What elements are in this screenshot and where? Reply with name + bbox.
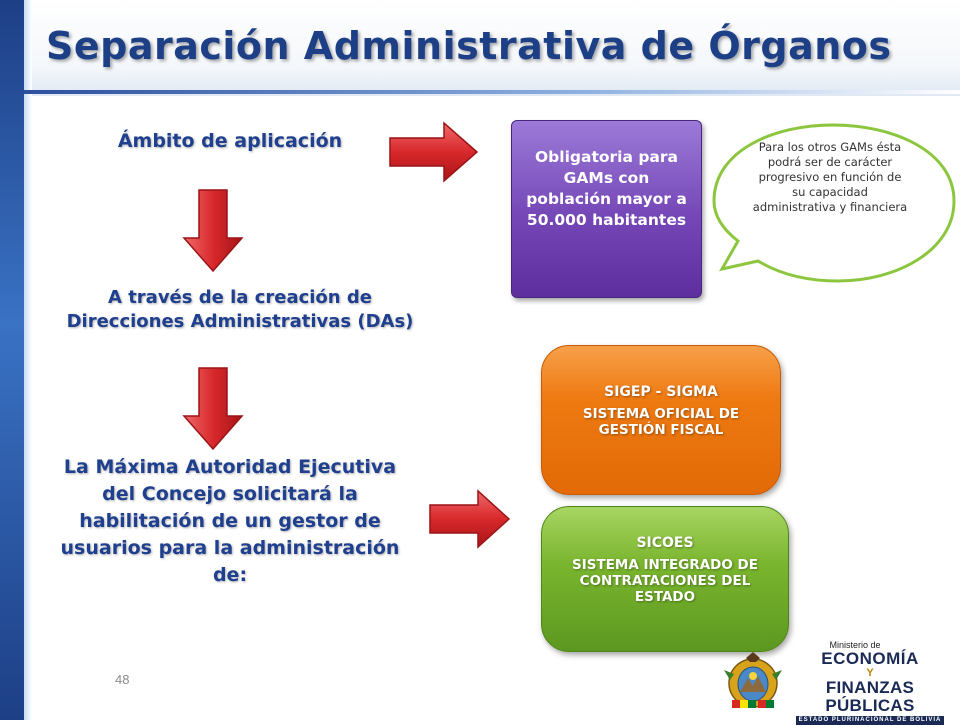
system-card-sigep <box>541 345 781 495</box>
header-divider <box>24 90 960 94</box>
logo-line: ESTADO PLURINACIONAL DE BOLIVIA <box>796 716 944 725</box>
page-number: 48 <box>115 672 130 687</box>
down-arrow-icon <box>181 188 245 274</box>
right-arrow-icon <box>388 120 480 184</box>
left-accent-glow <box>24 0 32 720</box>
down-arrow-icon <box>181 366 245 452</box>
left-accent-band <box>0 0 24 720</box>
logo-line: Y <box>866 667 874 679</box>
system-description: SISTEMA INTEGRADO DE CONTRATACIONES DEL ESTADO <box>572 557 758 605</box>
logo-line: Ministerio de <box>829 640 881 650</box>
system-title: SICOES <box>636 535 694 551</box>
ministry-logo <box>790 640 950 723</box>
slide-title: Separación Administrativa de Órganos <box>46 24 892 68</box>
logo-line: ECONOMÍA <box>821 649 919 668</box>
obligation-box <box>511 120 702 298</box>
speech-bubble-text: Para los otros GAMs ésta podrá ser de carácter progresivo en función de su capacidad administrativa y financiera <box>752 140 908 214</box>
bolivia-coat-of-arms-icon <box>722 650 784 712</box>
step-das-label: A través de la creación de Direcciones Administrativas (DAs) <box>66 287 414 332</box>
obligation-text: Obligatoria para GAMs con población mayor a 50.000 habitantes <box>526 148 687 229</box>
step-scope-label: Ámbito de aplicación <box>117 130 343 152</box>
step-authority-label: La Máxima Autoridad Ejecutiva del Concejo solicitará la habilitación de un gestor de usuarios para la administración de: <box>60 456 400 586</box>
system-title: SIGEP - SIGMA <box>604 384 718 400</box>
right-arrow-icon <box>428 488 512 550</box>
system-card-sicoes <box>541 506 789 652</box>
system-description: SISTEMA OFICIAL DE GESTIÓN FISCAL <box>582 406 740 438</box>
logo-line: FINANZAS PÚBLICAS <box>825 678 915 715</box>
